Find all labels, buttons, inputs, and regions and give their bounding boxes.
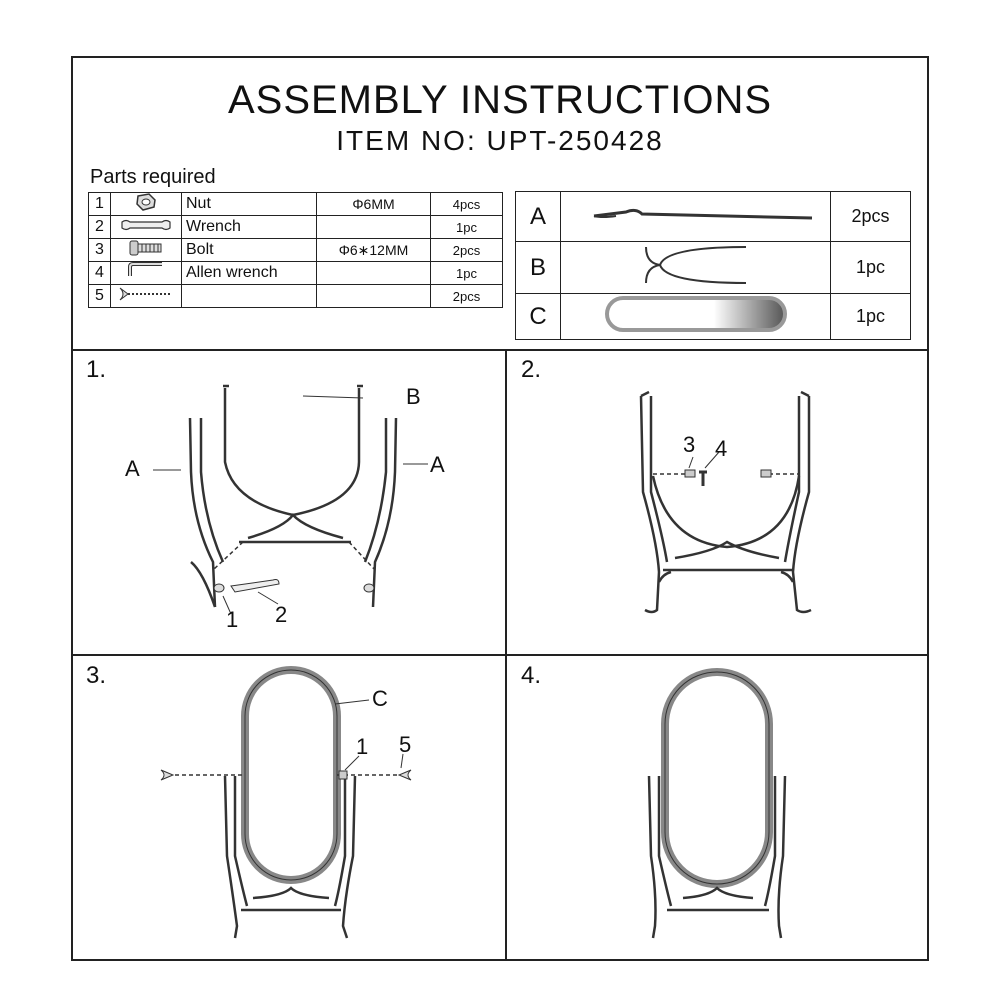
parts-row <box>89 239 503 262</box>
part-qty: 2pcs <box>431 285 503 308</box>
parts-table <box>88 192 503 308</box>
step-2-diagram <box>507 352 927 652</box>
part-spec <box>317 262 431 285</box>
callout-label-part-3: 3 <box>683 432 696 457</box>
callout-label-part-5: 5 <box>399 732 412 757</box>
component-qty: 2pcs <box>831 192 911 242</box>
callout-label-c: C <box>372 686 388 711</box>
parts-heading: Parts required <box>90 166 216 188</box>
component-row <box>516 192 911 242</box>
step-number: 1. <box>86 356 107 383</box>
parts-row <box>89 216 503 239</box>
nut-icon <box>133 193 159 211</box>
center-frame-icon <box>626 243 766 287</box>
part-name: Wrench <box>182 216 317 239</box>
part-number: 2 <box>89 216 111 239</box>
part-number: 1 <box>89 193 111 216</box>
parts-row <box>89 262 503 285</box>
bolt-icon <box>128 239 164 257</box>
component-row <box>516 294 911 340</box>
part-name: Allen wrench <box>182 262 317 285</box>
callout-label-part-2: 2 <box>275 602 288 627</box>
side-leg-icon <box>576 204 816 224</box>
part-number: 5 <box>89 285 111 308</box>
part-qty: 1pc <box>431 216 503 239</box>
part-name: Bolt <box>182 239 317 262</box>
step-1-diagram <box>73 352 503 652</box>
component-letter: A <box>516 192 561 242</box>
step-number: 3. <box>86 662 107 689</box>
part-number: 4 <box>89 262 111 285</box>
callout-label-b: B <box>406 384 421 409</box>
part-qty: 2pcs <box>431 239 503 262</box>
component-letter: B <box>516 242 561 294</box>
part-spec <box>317 216 431 239</box>
component-letter: C <box>516 294 561 340</box>
wing-screw-icon <box>118 286 174 302</box>
part-spec: Φ6MM <box>317 193 431 216</box>
callout-label-part-1: 1 <box>356 734 369 759</box>
part-name: Nut <box>182 193 317 216</box>
wrench-icon <box>120 218 172 232</box>
callout-label-a-left: A <box>125 456 140 481</box>
section-divider <box>71 349 929 351</box>
part-spec <box>317 285 431 308</box>
component-row <box>516 242 911 294</box>
components-table <box>515 191 911 340</box>
part-qty: 4pcs <box>431 193 503 216</box>
callout-label-part-4: 4 <box>715 436 728 461</box>
step-number: 4. <box>521 662 542 689</box>
step-3-diagram <box>73 656 503 956</box>
component-qty: 1pc <box>831 294 911 340</box>
part-name <box>182 285 317 308</box>
page-title: ASSEMBLY INSTRUCTIONS <box>227 78 773 122</box>
oval-mirror-icon <box>604 295 788 333</box>
allen-wrench-icon <box>126 262 166 280</box>
item-number: ITEM NO: UPT-250428 <box>336 125 664 156</box>
callout-label-a-right: A <box>430 452 445 477</box>
part-number: 3 <box>89 239 111 262</box>
component-qty: 1pc <box>831 242 911 294</box>
callout-label-part-1: 1 <box>226 607 239 632</box>
part-qty: 1pc <box>431 262 503 285</box>
part-spec: Φ6∗12MM <box>317 239 431 262</box>
step-4-diagram <box>507 656 927 956</box>
parts-row <box>89 285 503 308</box>
parts-row <box>89 193 503 216</box>
step-number: 2. <box>521 356 542 383</box>
